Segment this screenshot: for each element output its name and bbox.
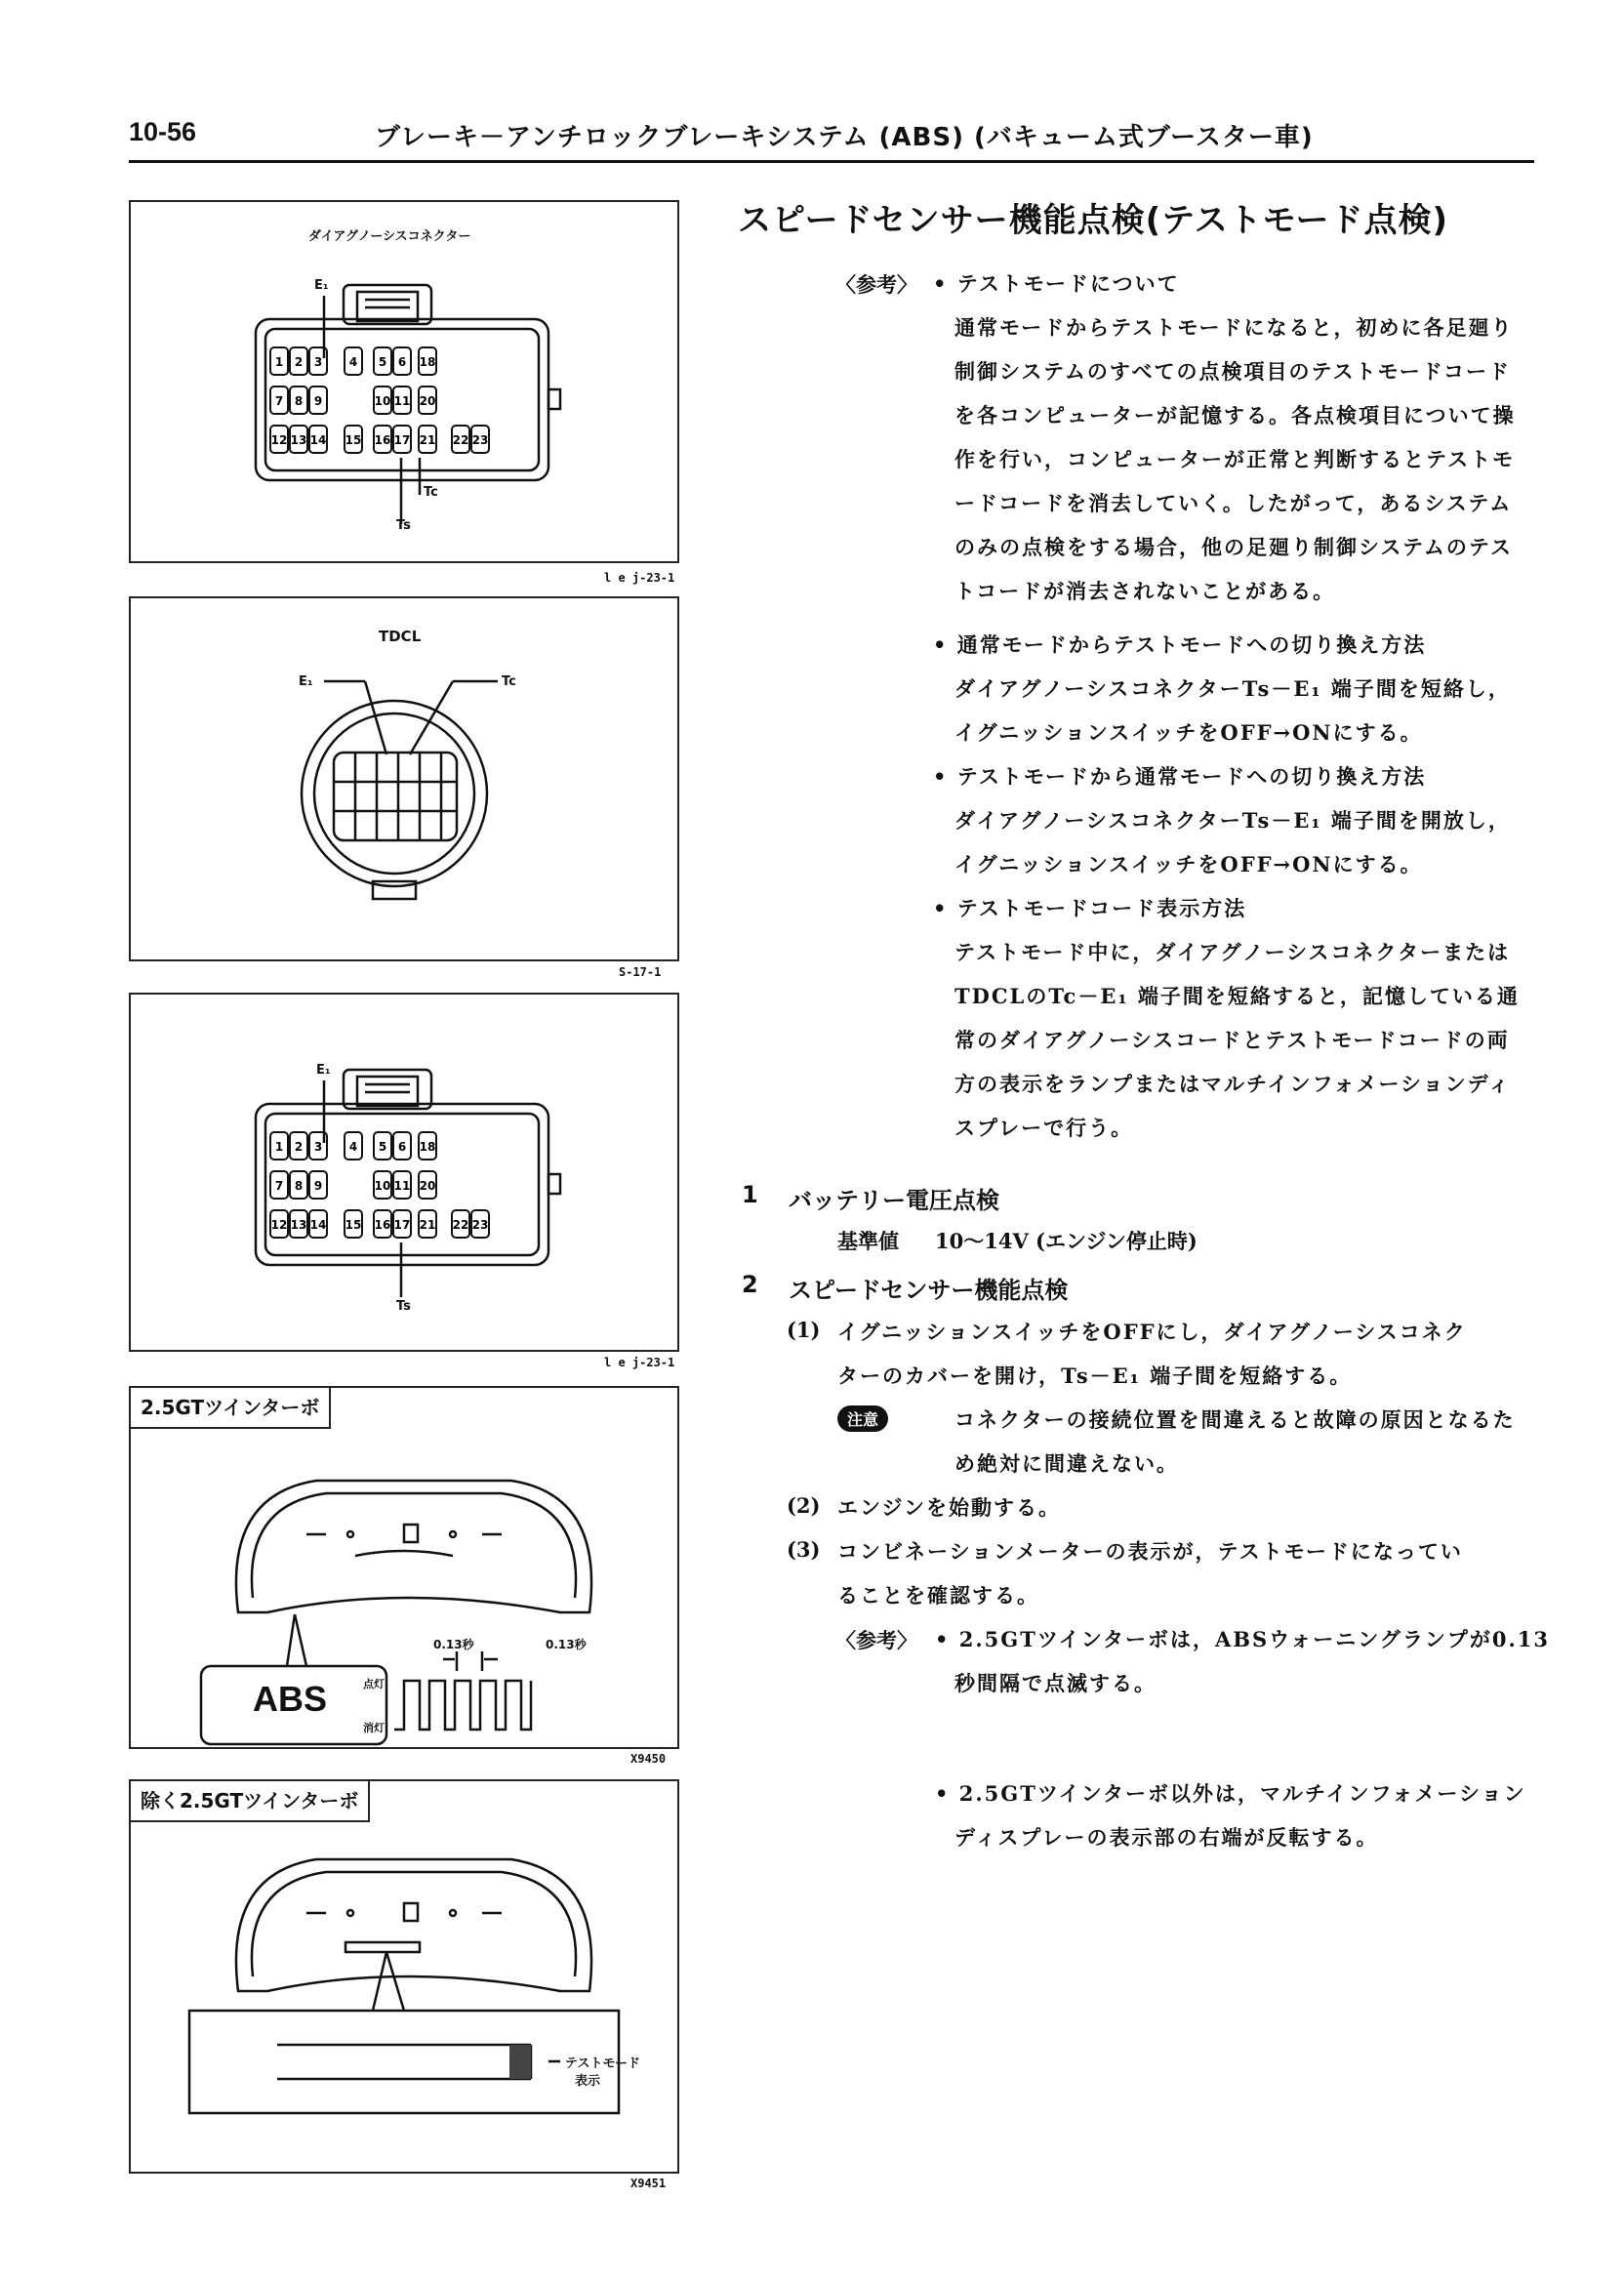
fig4-off-label: 消灯: [363, 1722, 385, 1734]
ref3-line: ディスプレーの表示部の右端が反転する。: [954, 1825, 1379, 1850]
connector-pin-label: 5: [378, 1140, 387, 1154]
fig3-code: l e j-23-1: [604, 1356, 675, 1369]
connector-pin-label: 4: [348, 355, 358, 369]
sec1-number: 1: [742, 1181, 758, 1208]
fig2-label-e1: E₁: [299, 674, 313, 689]
connector-pin-label: 14: [309, 433, 327, 447]
bullet4-line: 方の表示をランプまたはマルチインフォメーションディ: [954, 1072, 1511, 1096]
page-header: [129, 117, 1534, 163]
bullet3-body: [954, 798, 1511, 886]
fig5-label: 除く2.5GTツインターボ: [131, 1781, 370, 1822]
connector-pin-label: 16: [374, 1218, 391, 1232]
fig1-title: ダイアグノーシスコネクター: [308, 229, 471, 244]
fig5-display-label-2: 表示: [575, 2074, 601, 2089]
connector-drawing: [131, 202, 677, 561]
bullet1-line: のみの点検をする場合，他の足廻り制御システムのテス: [954, 535, 1514, 559]
fig1-label-tc: Tc: [424, 485, 438, 500]
fig3-label-e1: E₁: [316, 1063, 331, 1078]
connector-pin-label: 17: [393, 433, 411, 447]
bullet2-body: [954, 667, 1511, 754]
connector-pin-label: 2: [294, 355, 304, 369]
connector-pin-label: 23: [471, 433, 489, 447]
connector-pin-label: 1: [274, 355, 284, 369]
connector-pin-label: 20: [419, 394, 436, 408]
fig4-code: X9450: [630, 1752, 667, 1766]
connector-pin-label: 10: [374, 394, 391, 408]
ref2-line: 秒間隔で点滅する。: [954, 1671, 1157, 1695]
figure-connector-ts-e1: [129, 993, 679, 1369]
ref2-tag: 〈参考〉: [835, 1628, 917, 1652]
connector-pin-label: 22: [452, 433, 469, 447]
bullet3-line: イグニッションスイッチをOFF→ONにする。: [954, 852, 1423, 876]
bullet2-line: ダイアグノーシスコネクターTs－E₁ 端子間を短絡し，: [954, 676, 1511, 701]
connector-pin-label: 11: [393, 394, 411, 408]
fig2-code: S-17-1: [619, 965, 662, 979]
figure-tdcl: [129, 596, 679, 979]
bullet4-line: スプレーで行う。: [954, 1116, 1134, 1140]
figure-abs-lamp: [129, 1386, 679, 1766]
bullet4-line: テストモード中に，ダイアグノーシスコネクターまたは: [954, 940, 1511, 964]
fig2-label-tc: Tc: [502, 674, 516, 689]
bullet3-head: • テストモードから通常モードへの切り換え方法: [933, 764, 1427, 789]
connector-pin-label: 5: [378, 355, 387, 369]
connector-pin-label: 1: [274, 1140, 284, 1154]
bullet1-line: ードコードを消去していく。したがって，あるシステム: [954, 491, 1513, 515]
fig4-time-2: 0.13秒: [546, 1638, 587, 1651]
tdcl-drawing: [131, 598, 677, 959]
connector-pin-label: 6: [397, 355, 407, 369]
connector-pin-label: 3: [313, 1140, 323, 1154]
fig1-label-ts: Ts: [396, 518, 411, 533]
step1-line: イグニッションスイッチをOFFにし，ダイアグノーシスコネク: [837, 1320, 1467, 1344]
bullet4-line: TDCLのTc－E₁ 端子間を短絡すると，記憶している通: [954, 984, 1520, 1008]
connector-pin-label: 13: [290, 1218, 307, 1232]
fig5-display-label-1: テストモード: [565, 2056, 640, 2071]
bullet1-line: 制御システムのすべての点検項目のテストモードコード: [954, 359, 1511, 384]
ref3-body: [935, 1771, 1526, 1859]
connector-pin-label: 10: [374, 1179, 391, 1193]
fig3-label-ts: Ts: [396, 1299, 411, 1314]
figure-diag-connector: [129, 200, 679, 585]
bullet3-line: ダイアグノーシスコネクターTs－E₁ 端子間を開放し，: [954, 808, 1511, 833]
step3-number: (3): [787, 1537, 821, 1562]
bullet1-line: を各コンピューターが記憶する。各点検項目について操: [954, 403, 1516, 428]
step3-line: コンビネーションメーターの表示が，テストモードになってい: [837, 1539, 1463, 1564]
bullet1-line: 通常モードからテストモードになると，初めに各足廻り: [954, 315, 1514, 340]
connector-pin-label: 23: [471, 1218, 489, 1232]
connector-pin-label: 21: [419, 433, 436, 447]
connector-pin-label: 3: [313, 355, 323, 369]
fig5-code: X9451: [630, 2177, 667, 2190]
ref2-body: [935, 1617, 1550, 1705]
bullet1-line: 作を行い，コンピューターが正常と判断するとテストモ: [954, 447, 1516, 471]
connector-pin-label: 16: [374, 433, 391, 447]
caution-line: め絶対に間違えない。: [954, 1451, 1179, 1476]
connector-pin-label: 22: [452, 1218, 469, 1232]
bullet4-body: [954, 930, 1520, 1150]
connector-pin-label: 21: [419, 1218, 436, 1232]
connector-pin-label: 8: [294, 394, 304, 408]
bullet1-head: • テストモードについて: [933, 271, 1180, 296]
step3-line: ることを確認する。: [837, 1583, 1039, 1608]
connector-pin-label: 12: [270, 1218, 288, 1232]
figure-multi-info-display: [129, 1779, 679, 2190]
connector-pin-label: 13: [290, 433, 307, 447]
caution-body: [954, 1398, 1516, 1486]
step1-body: [837, 1310, 1467, 1398]
connector-pin-label: 9: [313, 394, 323, 408]
step2-text: エンジンを始動する。: [837, 1495, 1061, 1520]
step2-number: (2): [787, 1493, 821, 1518]
bullet1-body: [954, 305, 1516, 613]
fig4-on-label: 点灯: [363, 1678, 385, 1690]
sec1-std-label: 基準値: [837, 1229, 899, 1253]
connector-pin-label: 2: [294, 1140, 304, 1154]
sec2-title: スピードセンサー機能点検: [789, 1277, 1069, 1304]
step1-line: ターのカバーを開け，Ts－E₁ 端子間を短絡する。: [837, 1364, 1353, 1388]
abs-lamp-text: ABS: [253, 1679, 328, 1719]
meter-drawing-1: [131, 1388, 677, 1747]
connector-pin-label: 15: [345, 1218, 362, 1232]
connector-pin-label: 6: [397, 1140, 407, 1154]
connector-pin-label: 18: [419, 1140, 436, 1154]
page-number: 10-56: [129, 117, 197, 146]
bullet1-line: トコードが消去されないことがある。: [954, 579, 1336, 603]
sec1-std-value: 10～14V (エンジン停止時): [935, 1229, 1198, 1253]
connector-pin-label: 15: [345, 433, 362, 447]
fig1-label-e1: E₁: [314, 278, 329, 293]
caution-line: コネクターの接続位置を間違えると故障の原因となるた: [954, 1407, 1516, 1432]
connector-pin-label: 20: [419, 1179, 436, 1193]
step3-body: [837, 1529, 1463, 1617]
fig2-title: TDCL: [379, 628, 422, 645]
ref2-line: • 2.5GTツインターボは，ABSウォーニングランプが0.13: [935, 1627, 1551, 1651]
sec1-title: バッテリー電圧点検: [789, 1187, 999, 1214]
fig4-label: 2.5GTツインターボ: [131, 1388, 331, 1429]
ref-tag: 〈参考〉: [835, 272, 917, 297]
sec2-number: 2: [742, 1271, 758, 1298]
connector-pin-label: 11: [393, 1179, 411, 1193]
bullet2-line: イグニッションスイッチをOFF→ONにする。: [954, 720, 1423, 745]
bullet4-head: • テストモードコード表示方法: [933, 896, 1247, 920]
main-title: スピードセンサー機能点検(テストモード点検): [738, 201, 1448, 240]
connector-pin-label: 9: [313, 1179, 323, 1193]
connector-pin-label: 8: [294, 1179, 304, 1193]
connector-pin-label: 7: [274, 394, 284, 408]
fig4-time-1: 0.13秒: [433, 1638, 474, 1651]
header-title: ブレーキ－アンチロックブレーキシステム (ABS) (バキューム式ブースター車): [375, 123, 1314, 152]
meter-drawing-2: [131, 1781, 677, 2172]
connector-pin-label: 4: [348, 1140, 358, 1154]
ref3-line: • 2.5GTツインターボ以外は，マルチインフォメーション: [935, 1781, 1526, 1806]
step1-number: (1): [787, 1318, 821, 1342]
connector-pin-label: 17: [393, 1218, 411, 1232]
bullet2-head: • 通常モードからテストモードへの切り換え方法: [933, 632, 1427, 657]
connector-pin-label: 18: [419, 355, 436, 369]
caution-badge: 注意: [837, 1405, 888, 1432]
connector-pin-label: 14: [309, 1218, 327, 1232]
bullet4-line: 常のダイアグノーシスコードとテストモードコードの両: [954, 1028, 1510, 1052]
connector-drawing-2: [131, 995, 677, 1350]
connector-pin-label: 12: [270, 433, 288, 447]
fig1-code: l e j-23-1: [604, 571, 675, 585]
connector-pin-label: 7: [274, 1179, 284, 1193]
